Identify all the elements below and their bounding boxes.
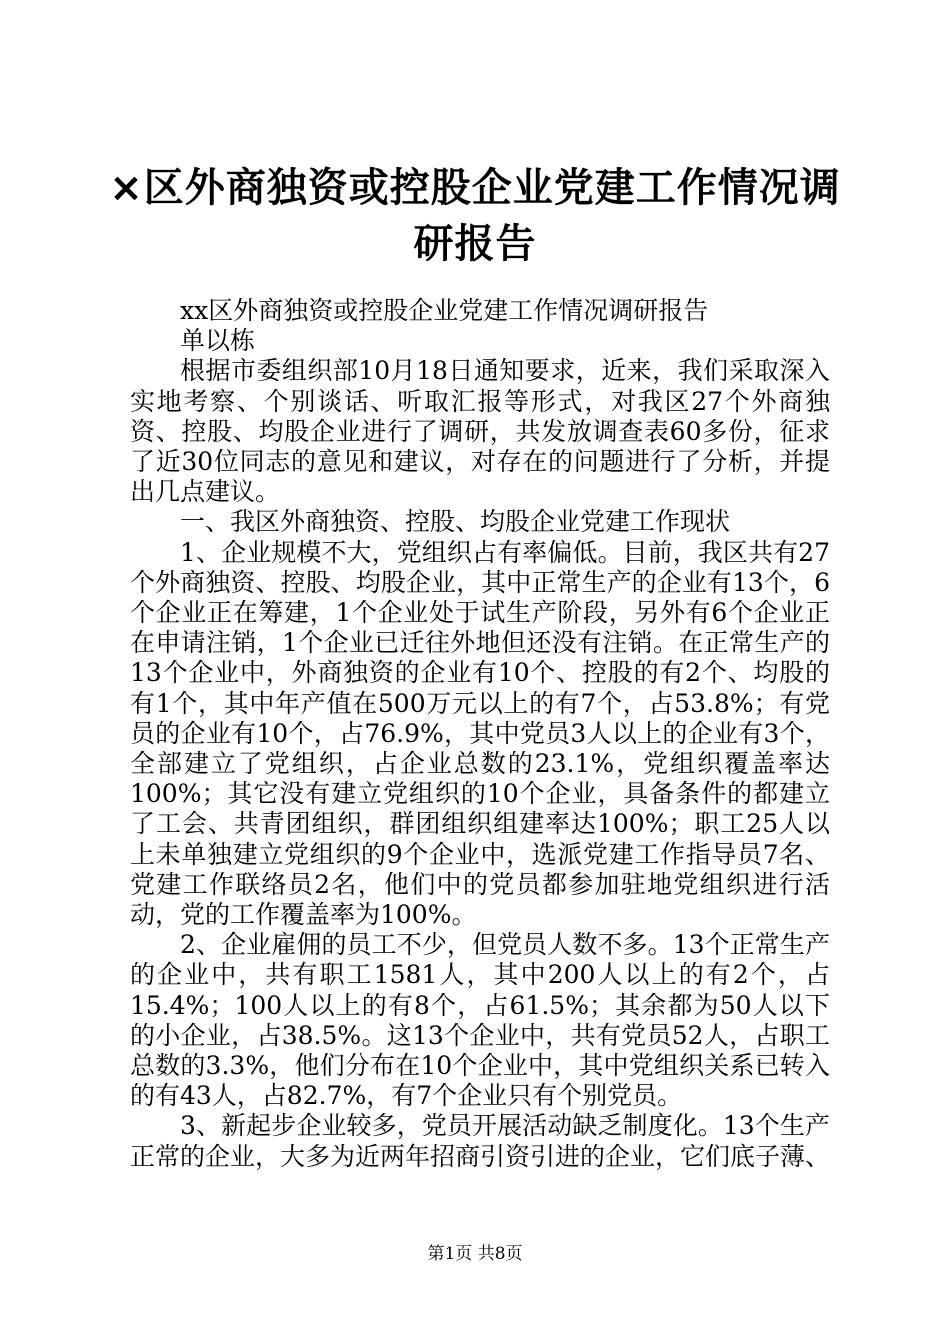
paragraph-intro: 根据市委组织部10月18日通知要求，近来，我们采取深入实地考察、个别谈话、听取汇报等形式，对我区27个外商独资、控股、均股企业进行了调研，共发放调查表60多份，征求了近30位同志的意见和建议，对存在的问题进行了分析，并提出几点建议。 [130,356,830,507]
paragraph-item-3: 3、新起步企业较多，党员开展活动缺乏制度化。13个生产正常的企业，大多为近两年招商引资引进的企业，它们底子薄、 [130,1111,831,1171]
paragraph-item-2: 2、企业雇佣的员工不少，但党员人数不多。13个正常生产的企业中，共有职工1581人，其中200人以上的有2个，占15.4%；100人以上的有8个，占61.5%；其余都为50人以下的小企业，占38.5%。这13个企业中，共有党员52人，占职工总数的3.3%，他们分布在10个企业中，其中党组织关系已转入的有43人，占82.7%，有7个企业只有个别党员。 [130,930,830,1111]
document-subtitle: xx区外商独资或控股企业党建工作情况调研报告 [180,296,709,325]
page-footer: 第1页 共8页 [427,1244,523,1264]
document-body [130,296,830,1172]
paragraph-item-1: 1、企业规模不大，党组织占有率偏低。目前，我区共有27个外商独资、控股、均股企业，其中正常生产的企业有13个，6个企业正在筹建，1个企业处于试生产阶段，另外有6个企业正在申请注销，1个企业已迁往外地但还没有注销。在正常生产的13个企业中，外商独资的企业有10个、控股的有2个、均股的有1个，其中年产值在500万元以上的有7个，占53.8%；有党员的企业有10个，占76.9%，其中党员3人以上的企业有3个，全部建立了党组织，占企业总数的23.1%，党组织覆盖率达100%；其它没有建立党组织的10个企业，具备条件的都建立了工会、共青团组织，群团组织组建率达100%；职工25人以上未单独建立党组织的9个企业中，选派党建工作指导员7名、党建工作联络员2名，他们中的党员都参加驻地党组织进行活动，党的工作覆盖率为100%。 [130,537,830,930]
document-author: 单以栋 [180,326,256,356]
document-title: ×区外商独资或控股企业党建工作情况调研报告 [109,165,841,267]
section-heading: 一、我区外商独资、控股、均股企业党建工作现状 [180,507,731,537]
